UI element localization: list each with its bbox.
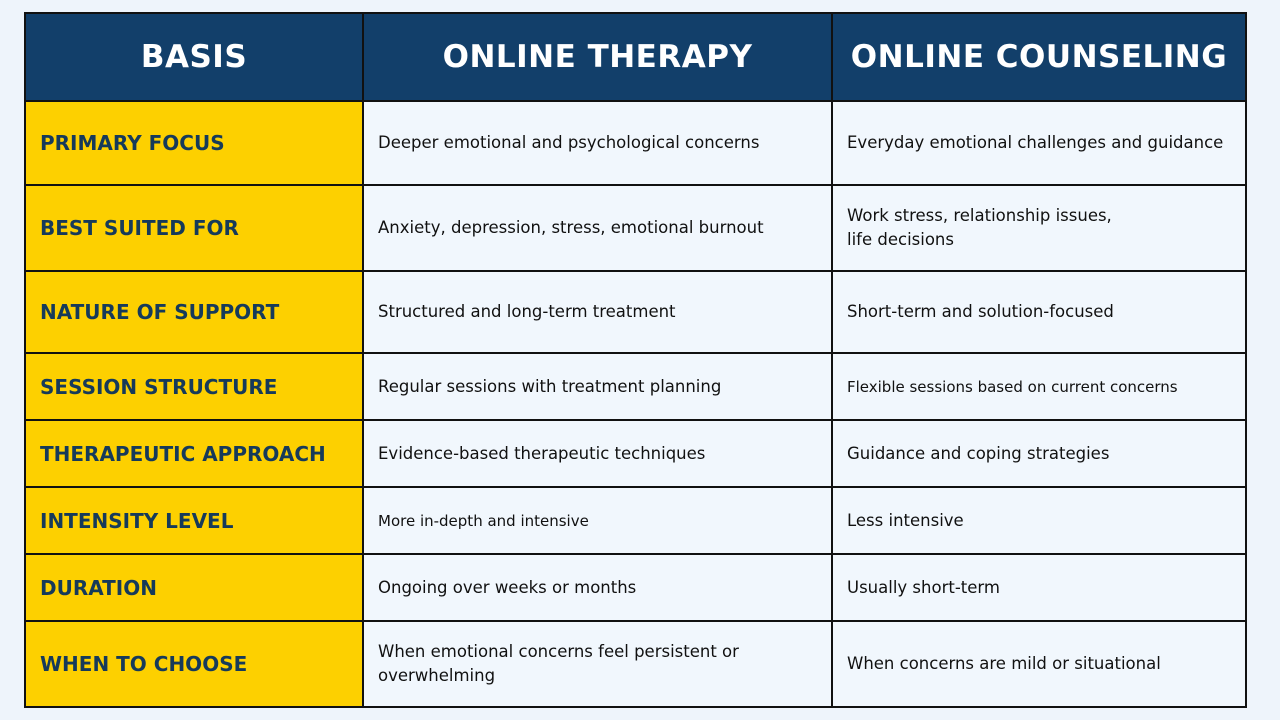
basis-cell: BEST SUITED FOR bbox=[25, 185, 363, 271]
table-row bbox=[25, 101, 1246, 185]
therapy-cell bbox=[363, 621, 832, 707]
therapy-cell: More in-depth and intensive bbox=[363, 487, 832, 554]
table-row bbox=[25, 271, 1246, 353]
basis-cell: PRIMARY FOCUS bbox=[25, 101, 363, 185]
therapy-cell-line: overwhelming bbox=[378, 666, 496, 685]
counseling-cell-line: Work stress, relationship issues, bbox=[847, 206, 1112, 225]
table-row bbox=[25, 420, 1246, 487]
therapy-cell: Regular sessions with treatment planning bbox=[363, 353, 832, 420]
counseling-cell bbox=[832, 185, 1246, 271]
basis-cell: DURATION bbox=[25, 554, 363, 621]
basis-cell: SESSION STRUCTURE bbox=[25, 353, 363, 420]
counseling-cell: Less intensive bbox=[832, 487, 1246, 554]
basis-cell: NATURE OF SUPPORT bbox=[25, 271, 363, 353]
counseling-cell: Short-term and solution-focused bbox=[832, 271, 1246, 353]
table-row bbox=[25, 185, 1246, 271]
header-basis: BASIS bbox=[25, 13, 363, 101]
therapy-cell: Ongoing over weeks or months bbox=[363, 554, 832, 621]
basis-cell: INTENSITY LEVEL bbox=[25, 487, 363, 554]
counseling-cell-line: life decisions bbox=[847, 230, 954, 249]
counseling-cell: When concerns are mild or situational bbox=[832, 621, 1246, 707]
table-row bbox=[25, 353, 1246, 420]
therapy-cell: Anxiety, depression, stress, emotional burnout bbox=[363, 185, 832, 271]
table-row bbox=[25, 487, 1246, 554]
header-online-counseling: ONLINE COUNSELING bbox=[832, 13, 1246, 101]
basis-cell: THERAPEUTIC APPROACH bbox=[25, 420, 363, 487]
header-online-therapy: ONLINE THERAPY bbox=[363, 13, 832, 101]
therapy-cell-line: When emotional concerns feel persistent or bbox=[378, 642, 739, 661]
basis-cell: WHEN TO CHOOSE bbox=[25, 621, 363, 707]
table-row bbox=[25, 554, 1246, 621]
counseling-cell: Everyday emotional challenges and guidance bbox=[832, 101, 1246, 185]
therapy-cell: Evidence-based therapeutic techniques bbox=[363, 420, 832, 487]
header-row bbox=[25, 13, 1246, 101]
counseling-cell: Usually short-term bbox=[832, 554, 1246, 621]
counseling-cell: Guidance and coping strategies bbox=[832, 420, 1246, 487]
therapy-cell: Deeper emotional and psychological concerns bbox=[363, 101, 832, 185]
counseling-cell: Flexible sessions based on current concerns bbox=[832, 353, 1246, 420]
therapy-cell: Structured and long-term treatment bbox=[363, 271, 832, 353]
table-row bbox=[25, 621, 1246, 707]
comparison-table bbox=[24, 12, 1247, 708]
